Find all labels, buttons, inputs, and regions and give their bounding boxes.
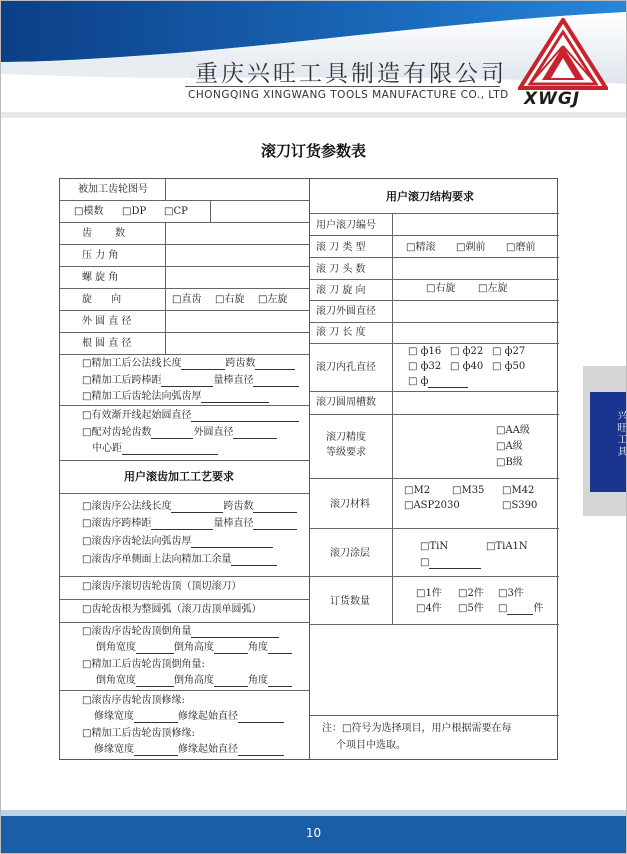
field-label: 等级要求 [326, 447, 366, 458]
field-label: 滚刀涂层 [330, 548, 370, 559]
logo-text: XWGJ [524, 89, 581, 109]
item-label: 量棒直径 [213, 518, 254, 529]
item-label: □滚齿序齿轮法向弧齿厚 [82, 536, 192, 547]
item-label: □滚齿序公法线长度 [82, 501, 172, 512]
rule [310, 343, 559, 344]
field-label: 滚刀精度 [326, 432, 366, 443]
option-m42[interactable]: □M42 [502, 485, 535, 496]
option-qty-1[interactable]: □1件 [416, 588, 442, 599]
rule [310, 322, 559, 323]
field-label: 滚 刀 长 度 [316, 327, 366, 338]
company-name-en: CHONGQING XINGWANG TOOLS MANUFACTURE CO., LTD [188, 89, 509, 101]
option-bore-custom[interactable]: □ ф [408, 376, 468, 388]
option-pre-grind[interactable]: □磨前 [506, 242, 536, 253]
option-qty-2[interactable]: □2件 [458, 588, 484, 599]
rule [60, 405, 309, 406]
option-tin[interactable]: □TiN [420, 541, 449, 552]
check-item[interactable] [82, 358, 295, 370]
item-label: □滚齿序跨棒距 [82, 518, 152, 529]
option-m35[interactable]: □M35 [452, 485, 485, 496]
option-right-hand[interactable]: □右旋 [426, 283, 456, 294]
item-label: □有效渐开线起始圆直径 [82, 410, 192, 421]
company-name-cn: 重庆兴旺工具制造有限公司 [195, 61, 507, 87]
rule [60, 310, 309, 311]
section-title: 用户滚刀结构要求 [386, 190, 474, 203]
rule [310, 414, 559, 415]
fill-line[interactable]: 修缘宽度 修缘起始直径 [94, 744, 284, 756]
rule [392, 213, 393, 625]
column-divider [309, 179, 310, 759]
rule [310, 624, 559, 625]
option-spur[interactable]: □直齿 [172, 294, 202, 305]
rule [60, 493, 309, 494]
field-label: 滚 刀 类 型 [316, 242, 366, 253]
header-banner [0, 0, 627, 118]
check-item[interactable] [82, 375, 299, 387]
check-item[interactable] [82, 659, 205, 671]
rule [60, 222, 309, 223]
item-label: □齿轮齿根为整圆弧（滚刀齿顶单圆弧） [82, 604, 262, 615]
option-qty-4[interactable]: □4件 [416, 603, 442, 614]
option-qty-custom[interactable]: □ 件 [498, 603, 544, 614]
check-item[interactable] [82, 518, 297, 530]
item-label: □精加工后跨棒距 [82, 375, 162, 386]
rule [60, 244, 309, 245]
item-label: □精加工后公法线长度 [82, 358, 182, 369]
check-item[interactable] [82, 626, 279, 638]
rule [60, 200, 309, 201]
company-logo-icon [518, 18, 608, 90]
option-coating-custom[interactable]: □ [420, 557, 481, 569]
side-tab-label: 兴旺工具 [615, 410, 626, 458]
option-bore-22[interactable]: □ ф22 [450, 346, 484, 357]
option-qty-3[interactable]: □3件 [498, 588, 524, 599]
field-label: 被加工齿轮图号 [78, 184, 148, 195]
rule [210, 200, 211, 223]
rule [60, 354, 309, 355]
option-tialn[interactable]: □TiA1N [486, 541, 528, 552]
option-bore-32[interactable]: □ ф32 [408, 361, 442, 372]
check-item[interactable] [82, 501, 297, 513]
field-label: 滚刀圆周槽数 [316, 397, 376, 408]
check-item[interactable] [82, 604, 261, 616]
field-label: 订货数量 [330, 596, 370, 607]
option-module[interactable]: □模数 [74, 206, 104, 217]
rule [310, 279, 559, 280]
option-qty-5[interactable]: □5件 [458, 603, 484, 614]
item-label: □滚齿序齿轮齿顶修缘: [82, 695, 185, 706]
option-cp[interactable]: □CP [164, 206, 188, 217]
field-label: 滚 刀 旋 向 [316, 285, 366, 296]
item-label: □精加工后齿轮齿顶倒角量: [82, 659, 205, 670]
fill-line[interactable]: 倒角宽度 倒角高度 角度 [96, 642, 292, 654]
fill-line[interactable]: 倒角宽度 倒角高度 角度 [96, 675, 292, 687]
option-bore-40[interactable]: □ ф40 [450, 361, 484, 372]
rule [60, 622, 309, 623]
note-line: 个项目中选取。 [336, 740, 406, 751]
option-asp2030[interactable]: □ASP2030 [404, 500, 460, 511]
rule [310, 715, 559, 716]
option-s390[interactable]: □S390 [502, 500, 538, 511]
field-label: 齿 数 [82, 228, 136, 239]
field-label: 螺 旋 角 [82, 272, 119, 283]
item-label: 中心距 [92, 443, 122, 454]
item-label: 跨齿数 [225, 358, 256, 369]
page-number: 10 [305, 826, 322, 840]
rule [60, 599, 309, 600]
field-label: 滚刀内孔直径 [316, 362, 376, 373]
field-label: 旋 向 [82, 294, 130, 305]
rule [310, 478, 559, 479]
rule [165, 222, 166, 355]
rule [60, 266, 309, 267]
check-item[interactable] [82, 427, 277, 439]
side-tab[interactable] [583, 366, 627, 516]
check-item[interactable] [82, 536, 273, 548]
option-left-hand[interactable]: □左旋 [258, 294, 288, 305]
fill-line[interactable]: 修缘宽度 修缘起始直径 [94, 711, 284, 723]
note-line: 注：□符号为选择项目，用户根据需要在每 [322, 723, 512, 734]
option-grade-aa[interactable]: □AA级 [496, 425, 530, 436]
item-label: 跨齿数 [223, 501, 254, 512]
field-label: 滚刀外圆直径 [316, 306, 376, 317]
item-label: □滚齿序单侧面上法向精加工余量 [82, 554, 232, 565]
option-m2[interactable]: □M2 [404, 485, 431, 496]
item-label: 外圆直径 [193, 427, 234, 438]
option-grade-b[interactable]: □B级 [496, 457, 523, 468]
check-item[interactable] [82, 728, 195, 740]
option-dp[interactable]: □DP [122, 206, 147, 217]
check-item[interactable] [92, 443, 218, 455]
rule [60, 332, 309, 333]
rule [310, 213, 559, 214]
check-item[interactable] [82, 695, 185, 707]
item-label: □配对齿轮齿数 [82, 427, 152, 438]
field-label: 外 圆 直 径 [82, 316, 132, 327]
item-label: 量棒直径 [213, 375, 254, 386]
item-label: □精加工后齿轮法向弧齿厚 [82, 391, 202, 402]
rule [60, 576, 309, 577]
option-grade-a[interactable]: □A级 [496, 441, 523, 452]
option-bore-50[interactable]: □ ф50 [492, 361, 526, 372]
rule [60, 690, 309, 691]
rule [310, 257, 559, 258]
rule [60, 460, 309, 461]
rule [310, 576, 559, 577]
rule [310, 300, 559, 301]
check-item[interactable] [82, 410, 299, 422]
field-label: 压 力 角 [82, 250, 119, 261]
section-title: 用户滚齿加工工艺要求 [124, 470, 234, 483]
option-bore-16[interactable]: □ ф16 [408, 346, 442, 357]
rule [310, 391, 559, 392]
field-label: 根 圆 直 径 [82, 338, 132, 349]
rule [60, 288, 309, 289]
check-item[interactable] [82, 391, 269, 403]
field-label: 滚 刀 头 数 [316, 264, 366, 275]
rule [310, 528, 559, 529]
field-label: 滚刀材料 [330, 499, 370, 510]
item-label: □滚齿序齿轮齿顶倒角量 [82, 626, 192, 637]
order-parameter-form [59, 178, 558, 760]
page-title: 滚刀订货参数表 [260, 142, 366, 160]
rule [310, 235, 559, 236]
option-right-hand[interactable]: □右旋 [215, 294, 245, 305]
item-label: □滚齿序滚切齿轮齿顶（顶切滚刀） [82, 581, 242, 592]
option-pre-shave[interactable]: □剃前 [456, 242, 486, 253]
option-finish[interactable]: □精滚 [406, 242, 436, 253]
option-left-hand[interactable]: □左旋 [478, 283, 508, 294]
item-label: □精加工后齿轮齿顶修缘: [82, 728, 195, 739]
option-bore-27[interactable]: □ ф27 [492, 346, 526, 357]
check-item[interactable] [82, 554, 277, 566]
rule [165, 179, 166, 201]
field-label: 用户滚刀编号 [316, 220, 376, 231]
check-item[interactable] [82, 581, 241, 593]
